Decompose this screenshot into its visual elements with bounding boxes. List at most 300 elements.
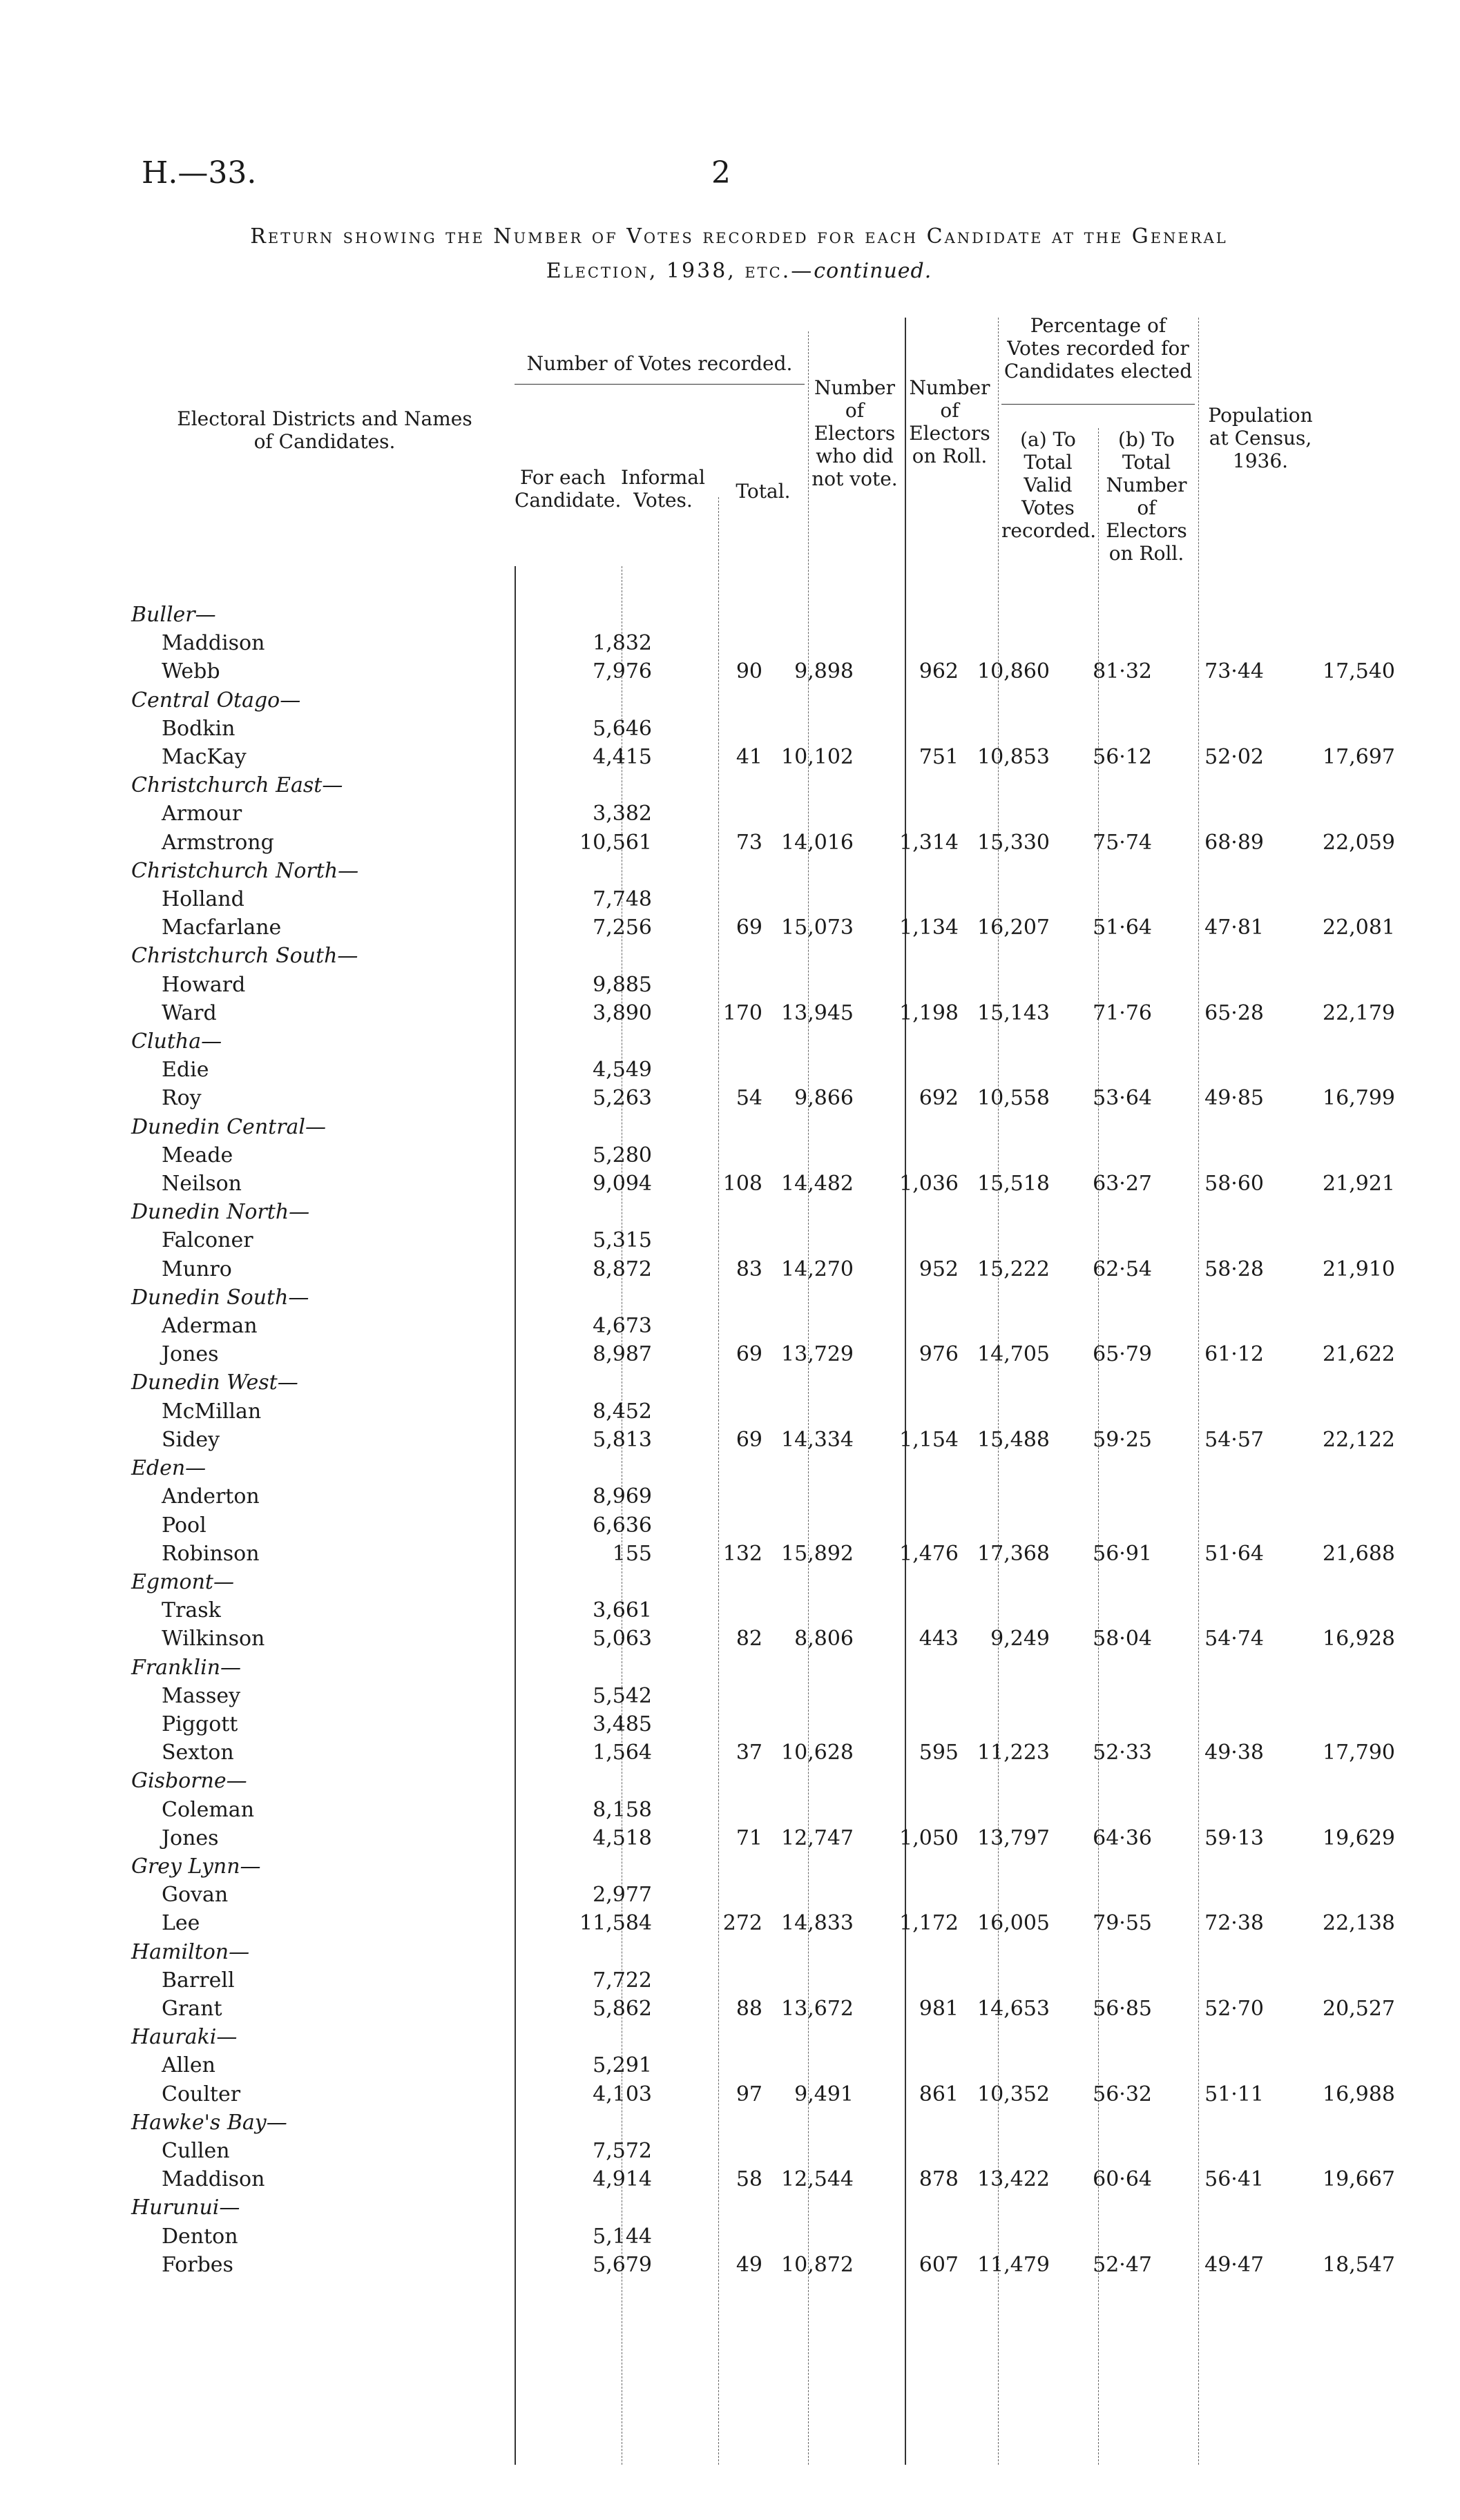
empty-cell xyxy=(555,1454,666,1482)
empty-cell xyxy=(666,1283,771,1312)
empty-cell xyxy=(862,1113,967,1141)
empty-cell xyxy=(862,2193,967,2222)
pct-valid-votes xyxy=(1055,1141,1167,1170)
district-name: Dunedin West— xyxy=(131,1370,298,1395)
empty-cell xyxy=(666,2193,771,2222)
population xyxy=(1278,1056,1401,1084)
pct-electors: 49·85 xyxy=(1204,1086,1264,1111)
empty-cell xyxy=(862,771,967,799)
did-not-vote: 1,198 xyxy=(899,1000,959,1025)
empty-cell xyxy=(1278,1027,1401,1056)
empty-cell xyxy=(1167,1027,1278,1056)
population: 16,928 xyxy=(1323,1627,1395,1651)
informal-votes xyxy=(666,1511,771,1540)
empty-cell xyxy=(771,601,862,629)
electors-on-roll xyxy=(967,1596,1055,1625)
total-votes xyxy=(771,1796,862,1824)
electors-on-roll: 15,518 xyxy=(977,1172,1050,1196)
empty-cell xyxy=(666,2109,771,2137)
did-not-vote xyxy=(862,1710,967,1738)
total-votes: 10,102 xyxy=(781,745,854,770)
electors-on-roll xyxy=(967,1710,1055,1738)
empty-cell xyxy=(771,1938,862,1966)
candidate-row xyxy=(131,1141,1401,1170)
pct-electors: 51·11 xyxy=(1204,2082,1264,2106)
empty-cell xyxy=(1055,1198,1167,1226)
empty-cell xyxy=(862,1767,967,1795)
district-row xyxy=(131,2109,1401,2137)
empty-cell xyxy=(1278,1654,1401,1682)
empty-cell xyxy=(666,1568,771,1596)
informal-votes: 73 xyxy=(736,830,762,855)
electors-on-roll: 16,207 xyxy=(977,915,1050,940)
header-pct-a: (a) To Total Valid Votes recorded. xyxy=(1001,428,1097,542)
empty-cell xyxy=(862,601,967,629)
electors-on-roll xyxy=(967,1881,1055,1909)
district-name: Buller— xyxy=(131,603,216,627)
district-name: Christchurch South— xyxy=(131,944,358,969)
empty-cell xyxy=(1167,2109,1278,2137)
district-row xyxy=(131,1568,1401,1596)
informal-votes: 132 xyxy=(722,1541,762,1566)
informal-votes: 90 xyxy=(736,659,762,684)
empty-cell xyxy=(555,1654,666,1682)
electors-on-roll xyxy=(967,885,1055,913)
informal-votes xyxy=(666,629,771,657)
informal-votes: 69 xyxy=(736,915,762,940)
empty-cell xyxy=(771,1368,862,1397)
pct-valid-votes xyxy=(1055,971,1167,999)
title-plain: Election, 1938, etc.— xyxy=(546,259,814,283)
empty-cell xyxy=(1055,1283,1167,1312)
pct-electors: 49·47 xyxy=(1204,2252,1264,2277)
electors-on-roll: 17,368 xyxy=(977,1541,1050,1566)
candidate-name: Macfarlane xyxy=(162,915,282,940)
candidate-name: Cullen xyxy=(162,2138,230,2163)
informal-votes xyxy=(666,1682,771,1710)
empty-cell xyxy=(1278,1454,1401,1482)
candidate-row xyxy=(131,1824,1401,1852)
empty-cell xyxy=(862,1654,967,1682)
pct-electors xyxy=(1167,1226,1278,1254)
empty-cell xyxy=(666,1113,771,1141)
empty-cell xyxy=(666,857,771,885)
total-votes: 12,544 xyxy=(781,2167,854,2192)
did-not-vote xyxy=(862,629,967,657)
empty-cell xyxy=(555,942,666,970)
candidate-name: Maddison xyxy=(162,2167,265,2192)
pct-valid-votes xyxy=(1055,1966,1167,1995)
total-votes: 9,491 xyxy=(794,2082,854,2106)
pct-valid-votes: 52·33 xyxy=(1093,1741,1152,1765)
empty-cell xyxy=(1278,686,1401,715)
candidate-name: Maddison xyxy=(162,631,265,656)
title-continued: continued. xyxy=(814,259,932,283)
did-not-vote: 976 xyxy=(919,1342,959,1367)
informal-votes xyxy=(666,1226,771,1254)
pct-electors: 52·70 xyxy=(1204,1996,1264,2021)
total-votes: 14,016 xyxy=(781,830,854,855)
district-row xyxy=(131,1767,1401,1795)
empty-cell xyxy=(666,601,771,629)
informal-votes xyxy=(666,1397,771,1426)
population xyxy=(1278,1596,1401,1625)
did-not-vote: 952 xyxy=(919,1257,959,1281)
district-name: Hauraki— xyxy=(131,2025,238,2050)
candidate-votes: 7,572 xyxy=(593,2138,652,2163)
pct-electors xyxy=(1167,885,1278,913)
district-row xyxy=(131,2193,1401,2222)
pct-electors xyxy=(1167,1312,1278,1340)
informal-votes xyxy=(666,715,771,743)
candidate-name: Webb xyxy=(162,659,220,684)
pct-valid-votes: 59·25 xyxy=(1093,1427,1152,1452)
population: 17,540 xyxy=(1323,659,1395,684)
candidate-name: Denton xyxy=(162,2224,238,2249)
district-name: Eden— xyxy=(131,1456,206,1481)
empty-cell xyxy=(771,2109,862,2137)
total-votes xyxy=(771,1596,862,1625)
population xyxy=(1278,629,1401,657)
did-not-vote: 607 xyxy=(919,2252,959,2277)
empty-cell xyxy=(1055,857,1167,885)
population xyxy=(1278,2137,1401,2165)
total-votes xyxy=(771,1710,862,1738)
pct-valid-votes: 56·91 xyxy=(1093,1541,1152,1566)
candidate-votes: 3,485 xyxy=(593,1712,652,1736)
candidate-row xyxy=(131,999,1401,1027)
informal-votes xyxy=(666,885,771,913)
empty-cell xyxy=(555,1113,666,1141)
empty-cell xyxy=(1278,771,1401,799)
empty-cell xyxy=(771,1027,862,1056)
candidate-votes: 2,977 xyxy=(593,1883,652,1908)
candidate-votes: 8,872 xyxy=(593,1257,652,1281)
electors-on-roll: 15,330 xyxy=(977,830,1050,855)
informal-votes: 58 xyxy=(736,2167,762,2192)
district-name: Christchurch East— xyxy=(131,773,343,798)
candidate-row xyxy=(131,1909,1401,1937)
candidate-votes: 5,862 xyxy=(593,1996,652,2021)
candidate-row xyxy=(131,2165,1401,2193)
did-not-vote: 1,134 xyxy=(899,915,959,940)
electors-on-roll xyxy=(967,971,1055,999)
pct-electors xyxy=(1167,2051,1278,2080)
pct-valid-votes: 60·64 xyxy=(1093,2167,1152,2192)
population xyxy=(1278,2222,1401,2251)
candidate-row xyxy=(131,1170,1401,1198)
population: 22,081 xyxy=(1323,915,1395,940)
empty-cell xyxy=(1167,857,1278,885)
total-votes: 15,073 xyxy=(781,915,854,940)
empty-cell xyxy=(1167,1767,1278,1795)
population xyxy=(1278,2051,1401,2080)
total-votes xyxy=(771,1511,862,1540)
pct-electors: 59·13 xyxy=(1204,1825,1264,1850)
pct-valid-votes xyxy=(1055,799,1167,828)
informal-votes: 37 xyxy=(736,1741,762,1765)
candidate-name: Trask xyxy=(162,1598,221,1623)
empty-cell xyxy=(555,857,666,885)
page-number: 2 xyxy=(711,155,731,191)
candidate-name: Coulter xyxy=(162,2082,241,2106)
district-name: Grey Lynn— xyxy=(131,1854,261,1879)
empty-cell xyxy=(1055,1938,1167,1966)
total-votes xyxy=(771,1141,862,1170)
pct-valid-votes xyxy=(1055,1226,1167,1254)
empty-cell xyxy=(1055,1767,1167,1795)
did-not-vote xyxy=(862,971,967,999)
empty-cell xyxy=(666,1454,771,1482)
pct-electors xyxy=(1167,1682,1278,1710)
pct-valid-votes xyxy=(1055,1881,1167,1909)
candidate-name: Armstrong xyxy=(162,830,274,855)
header-votes-group: Number of Votes recorded. xyxy=(526,352,793,375)
empty-cell xyxy=(967,686,1055,715)
did-not-vote xyxy=(862,1482,967,1511)
district-name: Hurunui— xyxy=(131,2196,240,2220)
empty-cell xyxy=(1055,1368,1167,1397)
district-name: Dunedin South— xyxy=(131,1285,309,1310)
district-row xyxy=(131,1654,1401,1682)
population xyxy=(1278,1511,1401,1540)
informal-votes xyxy=(666,1596,771,1625)
district-row xyxy=(131,1198,1401,1226)
candidate-row xyxy=(131,1796,1401,1824)
candidate-votes: 10,561 xyxy=(579,830,652,855)
candidate-votes: 3,382 xyxy=(593,802,652,826)
electors-on-roll: 15,222 xyxy=(977,1257,1050,1281)
empty-cell xyxy=(862,1852,967,1881)
electors-on-roll xyxy=(967,1312,1055,1340)
empty-cell xyxy=(666,1852,771,1881)
pct-electors: 58·60 xyxy=(1204,1172,1264,1196)
informal-votes: 54 xyxy=(736,1086,762,1111)
informal-votes: 97 xyxy=(736,2082,762,2106)
empty-cell xyxy=(1278,1283,1401,1312)
pct-valid-votes: 79·55 xyxy=(1093,1911,1152,1936)
pct-electors: 61·12 xyxy=(1204,1342,1264,1367)
pct-valid-votes xyxy=(1055,1482,1167,1511)
did-not-vote: 751 xyxy=(919,745,959,770)
empty-cell xyxy=(771,1568,862,1596)
total-votes xyxy=(771,1682,862,1710)
pct-electors xyxy=(1167,629,1278,657)
total-votes: 15,892 xyxy=(781,1541,854,1566)
electors-on-roll xyxy=(967,2137,1055,2165)
empty-cell xyxy=(967,1852,1055,1881)
did-not-vote: 1,314 xyxy=(899,830,959,855)
candidate-votes: 5,291 xyxy=(593,2053,652,2078)
empty-cell xyxy=(1167,2023,1278,2051)
total-votes xyxy=(771,1056,862,1084)
pct-valid-votes xyxy=(1055,1056,1167,1084)
candidate-name: Lee xyxy=(162,1911,200,1936)
empty-cell xyxy=(555,2193,666,2222)
candidate-votes: 8,987 xyxy=(593,1342,652,1367)
population xyxy=(1278,1141,1401,1170)
empty-cell xyxy=(771,942,862,970)
informal-votes xyxy=(666,1482,771,1511)
informal-votes xyxy=(666,971,771,999)
empty-cell xyxy=(862,1368,967,1397)
electors-on-roll xyxy=(967,2051,1055,2080)
candidate-votes: 7,748 xyxy=(593,887,652,912)
candidate-row xyxy=(131,1226,1401,1254)
pct-valid-votes xyxy=(1055,1511,1167,1540)
informal-votes xyxy=(666,1881,771,1909)
candidate-row xyxy=(131,1881,1401,1909)
electors-on-roll xyxy=(967,799,1055,828)
district-row xyxy=(131,1852,1401,1881)
informal-votes xyxy=(666,2137,771,2165)
candidate-row xyxy=(131,1540,1401,1568)
candidate-name: Howard xyxy=(162,972,246,997)
did-not-vote xyxy=(862,885,967,913)
informal-votes: 108 xyxy=(722,1172,762,1196)
population: 21,622 xyxy=(1323,1342,1395,1367)
population xyxy=(1278,1710,1401,1738)
electors-on-roll xyxy=(967,1056,1055,1084)
population: 18,547 xyxy=(1323,2252,1395,2277)
informal-votes: 69 xyxy=(736,1427,762,1452)
did-not-vote xyxy=(862,1397,967,1426)
candidate-row xyxy=(131,1966,1401,1995)
pct-valid-votes xyxy=(1055,629,1167,657)
empty-cell xyxy=(1055,686,1167,715)
candidate-row xyxy=(131,1340,1401,1368)
candidate-row xyxy=(131,1682,1401,1710)
empty-cell xyxy=(1167,1283,1278,1312)
empty-cell xyxy=(771,1283,862,1312)
empty-cell xyxy=(1055,601,1167,629)
electors-on-roll: 13,797 xyxy=(977,1825,1050,1850)
candidate-votes: 9,094 xyxy=(593,1172,652,1196)
candidate-votes: 8,158 xyxy=(593,1797,652,1822)
population xyxy=(1278,1682,1401,1710)
did-not-vote xyxy=(862,1312,967,1340)
empty-cell xyxy=(555,686,666,715)
empty-cell xyxy=(1278,1568,1401,1596)
empty-cell xyxy=(1167,1938,1278,1966)
empty-cell xyxy=(967,1368,1055,1397)
district-name: Gisborne— xyxy=(131,1769,247,1794)
population xyxy=(1278,799,1401,828)
pct-electors xyxy=(1167,1482,1278,1511)
candidate-row xyxy=(131,1738,1401,1767)
candidate-votes: 7,256 xyxy=(593,915,652,940)
district-row xyxy=(131,942,1401,970)
pct-valid-votes xyxy=(1055,1596,1167,1625)
empty-cell xyxy=(1167,686,1278,715)
candidate-name: Barrell xyxy=(162,1968,235,1993)
population: 22,179 xyxy=(1323,1000,1395,1025)
total-votes: 10,628 xyxy=(781,1741,854,1765)
candidate-name: Allen xyxy=(162,2053,215,2078)
informal-votes xyxy=(666,2051,771,2080)
candidate-row xyxy=(131,743,1401,771)
candidate-votes: 3,661 xyxy=(593,1598,652,1623)
did-not-vote xyxy=(862,2137,967,2165)
electors-on-roll: 13,422 xyxy=(977,2167,1050,2192)
total-votes xyxy=(771,1397,862,1426)
pct-valid-votes xyxy=(1055,1397,1167,1426)
empty-cell xyxy=(1278,2109,1401,2137)
header-did-not-vote: Number of Electors who did not vote. xyxy=(811,376,898,490)
header-informal-votes: Informal Votes. xyxy=(621,466,705,512)
empty-cell xyxy=(555,1368,666,1397)
did-not-vote: 1,154 xyxy=(899,1427,959,1452)
pct-electors: 56·41 xyxy=(1204,2167,1264,2192)
pct-electors: 54·74 xyxy=(1204,1627,1264,1651)
header-on-roll: Number of Electors on Roll. xyxy=(909,376,990,467)
district-name: Christchurch North— xyxy=(131,858,359,883)
electors-on-roll xyxy=(967,1511,1055,1540)
empty-cell xyxy=(555,2109,666,2137)
electors-on-roll xyxy=(967,1226,1055,1254)
did-not-vote xyxy=(862,1881,967,1909)
district-row xyxy=(131,1113,1401,1141)
population: 21,921 xyxy=(1323,1172,1395,1196)
empty-cell xyxy=(1055,1113,1167,1141)
population: 22,122 xyxy=(1323,1427,1395,1452)
informal-votes: 83 xyxy=(736,1257,762,1281)
pct-electors xyxy=(1167,1141,1278,1170)
did-not-vote xyxy=(862,799,967,828)
empty-cell xyxy=(771,2023,862,2051)
district-name: Franklin— xyxy=(131,1655,242,1680)
total-votes: 13,729 xyxy=(781,1342,854,1367)
empty-cell xyxy=(1278,2193,1401,2222)
population xyxy=(1278,885,1401,913)
empty-cell xyxy=(967,1654,1055,1682)
candidate-name: Roy xyxy=(162,1086,202,1111)
empty-cell xyxy=(771,1454,862,1482)
total-votes: 13,945 xyxy=(781,1000,854,1025)
did-not-vote: 1,036 xyxy=(899,1172,959,1196)
candidate-votes: 5,315 xyxy=(593,1228,652,1253)
informal-votes xyxy=(666,1710,771,1738)
empty-cell xyxy=(1167,1454,1278,1482)
pct-valid-votes xyxy=(1055,2051,1167,2080)
candidate-name: Ward xyxy=(162,1000,217,1025)
empty-cell xyxy=(1055,2109,1167,2137)
population: 16,988 xyxy=(1323,2082,1395,2106)
pct-valid-votes: 71·76 xyxy=(1093,1000,1152,1025)
empty-cell xyxy=(666,1654,771,1682)
empty-cell xyxy=(967,771,1055,799)
empty-cell xyxy=(1055,771,1167,799)
population xyxy=(1278,715,1401,743)
empty-cell xyxy=(666,942,771,970)
header-districts: Electoral Districts and Names of Candidates. xyxy=(177,407,472,453)
empty-cell xyxy=(1167,1198,1278,1226)
did-not-vote xyxy=(862,1226,967,1254)
empty-cell xyxy=(1278,1198,1401,1226)
header-pct-b: (b) To Total Number of Electors on Roll. xyxy=(1106,428,1187,565)
empty-cell xyxy=(967,2109,1055,2137)
electors-on-roll: 14,653 xyxy=(977,1996,1050,2021)
total-votes xyxy=(771,715,862,743)
district-row xyxy=(131,1027,1401,1056)
district-name: Hamilton— xyxy=(131,1939,250,1964)
total-votes: 14,334 xyxy=(781,1427,854,1452)
informal-votes: 41 xyxy=(736,745,762,770)
candidate-votes: 3,890 xyxy=(593,1000,652,1025)
candidate-name: Edie xyxy=(162,1058,209,1083)
candidate-row xyxy=(131,2251,1401,2279)
population xyxy=(1278,1397,1401,1426)
